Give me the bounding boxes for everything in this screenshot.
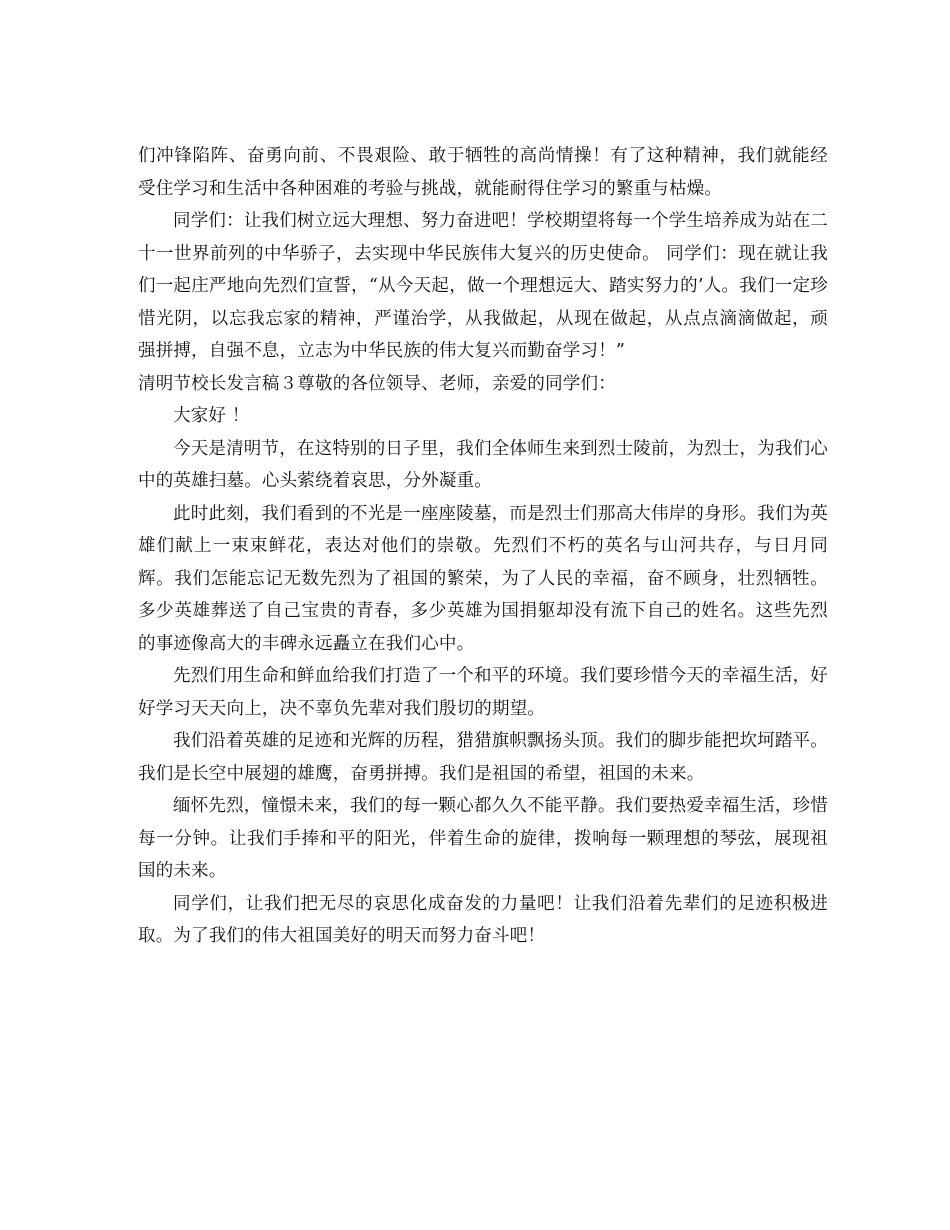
paragraph-continuation: 们冲锋陷阵、奋勇向前、不畏艰险、敢于牺牲的高尚情操！有了这种精神，我们就能经受住学习和生活中各种困难的考验与挑战，就能耐得住学习的繁重与枯燥。 bbox=[138, 146, 828, 199]
document-body bbox=[138, 140, 828, 953]
paragraph-greeting: 大家好 ！ bbox=[173, 406, 250, 426]
paragraph-footsteps: 我们沿着英雄的足迹和光辉的历程，猎猎旗帜飘扬头顶。我们的脚步能把坎坷踏平。我们是长空中展翅的雄鹰，奋勇拼搏。我们是祖国的希望，祖国的未来。 bbox=[138, 731, 828, 784]
paragraph-peace: 先烈们用生命和鲜血给我们打造了一个和平的环境。我们要珍惜今天的幸福生活，好好学习天天向上，决不辜负先辈对我们殷切的期望。 bbox=[138, 666, 828, 719]
paragraph-oath: 同学们：让我们树立远大理想、努力奋进吧！学校期望将每一个学生培养成为站在二十一世界前列的中华骄子，去实现中华民族伟大复兴的历史使命。 同学们：现在就让我们一起庄严地向先烈们宣誓，“从今天起，做一个理想远大、踏实努力的’人。我们一定珍惜光阴，以忘我忘家的精神，严谨治学，从我做起，从现在做起，从点点滴滴做起，顽强拼搏，自强不息，立志为中华民族的伟大复兴而勤奋学习！” bbox=[138, 211, 828, 361]
paragraph-heroes: 此时此刻，我们看到的不光是一座座陵墓，而是烈士们那高大伟岸的身形。我们为英雄们献上一束束鲜花，表达对他们的崇敬。先烈们不朽的英名与山河共存，与日月同辉。我们怎能忘记无数先烈为了祖国的繁荣，为了人民的幸福，奋不顾身，壮烈牺牲。多少英雄葬送了自己宝贵的青春，多少英雄为国捐躯却没有流下自己的姓名。这些先烈的事迹像高大的丰碑永远矗立在我们心中。 bbox=[138, 503, 828, 654]
section-heading: 清明节校长发言稿３尊敬的各位领导、老师，亲爱的同学们： bbox=[138, 373, 616, 394]
paragraph-future: 缅怀先烈，憧憬未来，我们的每一颗心都久久不能平静。我们要热爱幸福生活，珍惜每一分钟。让我们手捧和平的阳光，伴着生命的旋律，拨响每一颗理想的琴弦，展现祖国的未来。 bbox=[138, 796, 828, 881]
paragraph-qingming: 今天是清明节，在这特别的日子里，我们全体师生来到烈士陵前，为烈士，为我们心中的英雄扫墓。心头萦绕着哀思，分外凝重。 bbox=[138, 438, 828, 491]
paragraph-closing: 同学们，让我们把无尽的哀思化成奋发的力量吧！让我们沿着先辈们的足迹积极进取。为了我们的伟大祖国美好的明天而努力奋斗吧！ bbox=[138, 893, 828, 946]
